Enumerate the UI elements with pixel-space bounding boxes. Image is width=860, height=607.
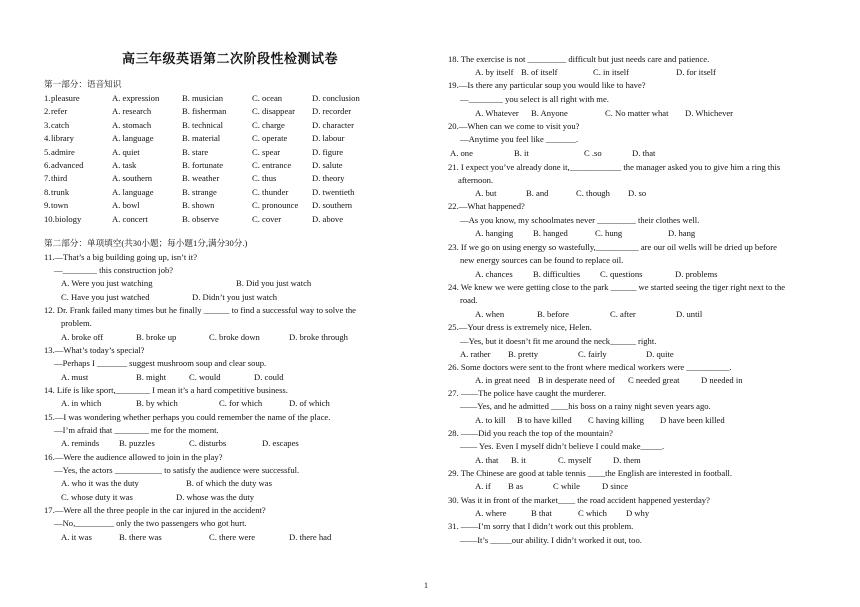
question-text: ——Yes, and he admitted ____his boss on a rainy night seven years ago.	[460, 401, 711, 411]
question-text: 14. Life is like sport,________ I mean it’s a hard competitive business.	[44, 385, 288, 395]
row-number: 2.	[44, 106, 51, 117]
option: A. southern	[112, 173, 153, 184]
option: D. above	[312, 213, 344, 224]
option: A. language	[112, 133, 154, 144]
question-text: A. reminds	[61, 438, 100, 448]
question-text: D. problems	[675, 269, 718, 279]
option: B. technical	[182, 119, 224, 130]
question-text: C. broke down	[209, 332, 260, 342]
headword: pleasure	[51, 93, 80, 103]
question-text: problem.	[61, 318, 92, 328]
option: B. stare	[182, 146, 209, 157]
question-text: 19.—Is there any particular soup you would like to have?	[448, 80, 646, 90]
section2-heading: 第二部分：单项填空(共30小题；每小题1分,满分30分.)	[44, 238, 248, 248]
question-text: C. in itself	[593, 67, 630, 77]
headword: refer	[51, 106, 68, 117]
question-text: —No,_________ only the two passengers who got hurt.	[54, 518, 247, 528]
option: D. labour	[312, 133, 345, 144]
question-text: C .so	[584, 148, 602, 158]
question-text: 21. I expect you’ve already done it,____________ the manager asked you to give him a ring this	[448, 162, 781, 172]
question-text: D needed in	[701, 375, 743, 385]
option: A. task	[112, 160, 137, 170]
question-text: 30. Was it in front of the market____ the road accident happened yesterday?	[448, 495, 710, 505]
option: A. language	[112, 186, 154, 197]
headword: third	[51, 173, 68, 184]
option: C. entrance	[252, 160, 292, 170]
question-text: road.	[460, 295, 478, 305]
question-text: A. by itself	[475, 67, 514, 77]
headword: biology	[55, 213, 82, 224]
question-text: C. for which	[219, 398, 263, 408]
question-text: afternoon.	[458, 175, 494, 185]
question-text: —Perhaps I _______ suggest mushroom soup and clear soup.	[54, 358, 267, 368]
row-number: 9.	[44, 200, 51, 211]
question-text: B. Did you just watch	[236, 278, 312, 288]
question-text: —________ this construction job?	[54, 265, 174, 275]
question-text: C. Have you just watched	[61, 292, 150, 302]
question-text: B. of which the duty was	[186, 478, 272, 488]
question-text: 25.—Your dress is extremely nice, Helen.	[448, 322, 592, 332]
question-text: 13.—What’s today’s special?	[44, 345, 145, 355]
question-text: 27. ——The police have caught the murderer.	[448, 388, 606, 398]
option: D. conclusion	[312, 93, 360, 103]
option: A. concert	[112, 213, 148, 224]
option: A. research	[112, 106, 152, 117]
question-text: —I’m afraid that ________ me for the moment.	[54, 425, 219, 435]
option: C. cover	[252, 213, 282, 224]
question-text: A. Whatever	[475, 108, 519, 118]
question-text: D have been killed	[660, 415, 725, 425]
question-text: B. by which	[136, 398, 178, 408]
question-text: B. broke up	[136, 332, 177, 342]
option: B. strange	[182, 186, 217, 197]
question-text: —Anytime you feel like _______.	[460, 134, 579, 144]
option: B. material	[182, 133, 221, 144]
headword: library	[51, 133, 74, 144]
question-text: C while	[553, 481, 580, 491]
question-text: D. Whichever	[685, 108, 734, 118]
question-text: B. of itself	[521, 67, 558, 77]
question-text: D. Didn’t you just watch	[192, 292, 278, 302]
headword: advanced	[51, 160, 84, 170]
option: B. fisherman	[182, 106, 227, 117]
question-text: D. for itself	[676, 67, 716, 77]
question-text: 28. ——Did you reach the top of the mountain?	[448, 428, 613, 438]
question-text: 29. The Chinese are good at table tennis ____the English are interested in football.	[448, 468, 733, 478]
question-text: A. who it was the duty	[61, 478, 139, 488]
question-text: 24. We knew we were getting close to the park ______ we started seeing the tiger right next to the	[448, 282, 786, 292]
option: D. recorder	[312, 106, 352, 117]
question-text: —— Yes. Even I myself didn’t believe I could make_____.	[460, 441, 665, 451]
option: C. pronounce	[252, 200, 299, 211]
question-text: A. in which	[61, 398, 102, 408]
question-text: B. and	[526, 188, 549, 198]
question-text: A. hanging	[475, 228, 514, 238]
question-text: A. one	[450, 148, 473, 158]
question-text: D. could	[254, 372, 284, 382]
option: A. stomach	[112, 119, 152, 130]
question-text: D. so	[628, 188, 647, 198]
row-number: 5.	[44, 146, 51, 157]
question-text: B as	[508, 481, 524, 491]
headword: trunk	[51, 186, 70, 197]
headword: catch	[51, 119, 70, 130]
option: B. weather	[182, 173, 220, 184]
option: C. ocean	[252, 93, 283, 103]
question-text: —Yes, the actors ___________ to satisfy the audience were successful.	[54, 465, 300, 475]
question-text: C. No matter what	[605, 108, 669, 118]
question-text: D. there had	[289, 532, 332, 542]
question-text: B. Anyone	[531, 108, 568, 118]
question-text: D. hang	[668, 228, 696, 238]
page-number: 1	[424, 581, 428, 590]
question-text: —________ you select is all right with me.	[460, 94, 609, 104]
question-text: B in desperate need of	[538, 375, 615, 385]
question-text: D. that	[632, 148, 656, 158]
question-text: 20.—When can we come to visit you?	[448, 121, 580, 131]
option: C. thunder	[252, 186, 289, 197]
question-text: 11.—That’s a big building going up, isn’t it?	[44, 252, 198, 262]
question-text: B. might	[136, 372, 167, 382]
page-title: 高三年级英语第二次阶段性检测试卷	[121, 51, 338, 66]
option: D. southern	[312, 200, 353, 211]
headword: admire	[51, 146, 75, 157]
row-number: 1.	[44, 93, 51, 103]
question-text: C. would	[189, 372, 221, 382]
question-text: D. quite	[646, 349, 674, 359]
question-text: A. where	[475, 508, 507, 518]
option: C. operate	[252, 133, 288, 144]
question-text: B. it	[514, 148, 529, 158]
question-text: D. escapes	[262, 438, 299, 448]
question-text: A. must	[61, 372, 89, 382]
row-number: 4.	[44, 133, 51, 144]
question-text: 18. The exercise is not _________ difficult but just needs care and patience.	[448, 54, 710, 64]
question-text: B. hanged	[533, 228, 568, 238]
question-text: A. it was	[61, 532, 92, 542]
question-text: D. until	[676, 309, 703, 319]
question-text: C. myself	[558, 455, 592, 465]
question-text: A. broke off	[61, 332, 104, 342]
question-text: 22.—What happened?	[448, 201, 525, 211]
option: D. figure	[312, 146, 344, 157]
question-text: D why	[626, 508, 650, 518]
question-text: B. puzzles	[119, 438, 155, 448]
option: D. salute	[312, 160, 343, 170]
question-text: 16.—Were the audience allowed to join in the play?	[44, 452, 223, 462]
option: D. character	[312, 119, 354, 130]
question-text: A. if	[475, 481, 491, 491]
question-text: 17.—Were all the three people in the car injured in the accident?	[44, 505, 266, 515]
question-text: C. questions	[600, 269, 643, 279]
question-text: B. there was	[119, 532, 162, 542]
option: C. disappear	[252, 106, 295, 117]
option: B. musician	[182, 93, 224, 103]
option: C. charge	[252, 119, 285, 130]
question-text: A. that	[475, 455, 499, 465]
section1-heading: 第一部分：语音知识	[44, 79, 122, 89]
question-text: C. there were	[209, 532, 256, 542]
question-text: ——It’s _____our ability. I didn’t worked it out, too.	[460, 535, 642, 545]
question-text: D. of which	[289, 398, 330, 408]
question-text: new energy sources can be found to replace oil.	[460, 255, 624, 265]
question-text: C. though	[576, 188, 610, 198]
question-text: B. before	[537, 309, 569, 319]
row-number: 8.	[44, 186, 51, 197]
option: B. shown	[182, 200, 215, 211]
question-text: 26. Some doctors were sent to the front where medical workers were __________.	[448, 362, 732, 372]
question-text: A. when	[475, 309, 505, 319]
option: C. thus	[252, 173, 277, 184]
question-text: 12. Dr. Frank failed many times but he finally ______ to find a successful way to solve the	[44, 305, 356, 315]
option: A. quiet	[112, 146, 140, 157]
question-text: A. in great need	[475, 375, 530, 385]
row-number: 10.	[44, 213, 55, 224]
question-text: B that	[531, 508, 552, 518]
question-text: B to have killed	[517, 415, 572, 425]
question-text: B. it	[511, 455, 526, 465]
headword: town	[51, 200, 69, 211]
question-text: 23. If we go on using energy so wastefully,__________ are our oil wells will be dried up before	[448, 242, 777, 252]
question-text: C. whose duty it was	[61, 492, 133, 502]
question-text: 15.—I was wondering whether perhaps you could remember the name of the place.	[44, 412, 331, 422]
question-text: D since	[602, 481, 629, 491]
question-text: A. to kill	[475, 415, 506, 425]
question-text: 31. ——I’m sorry that I didn’t work out this problem.	[448, 521, 634, 531]
option: A. bowl	[112, 200, 140, 211]
option: B. observe	[182, 213, 219, 224]
question-text: A. Were you just watching	[61, 278, 153, 288]
question-text: D. them	[613, 455, 641, 465]
question-text: C. fairly	[578, 349, 607, 359]
option: C. spear	[252, 146, 281, 157]
row-number: 3.	[44, 119, 51, 130]
option: D. theory	[312, 173, 345, 184]
question-text: C. after	[610, 309, 636, 319]
question-text: —As you know, my schoolmates never _________ their clothes well.	[460, 215, 700, 225]
question-text: C which	[578, 508, 607, 518]
question-text: D. whose was the duty	[176, 492, 255, 502]
question-text: C needed great	[628, 375, 680, 385]
question-text: A. rather	[460, 349, 491, 359]
question-text: A. but	[475, 188, 497, 198]
question-text: A. chances	[475, 269, 513, 279]
question-text: B. difficulties	[533, 269, 581, 279]
question-text: B. pretty	[508, 349, 539, 359]
question-text: D. broke through	[289, 332, 348, 342]
question-text: C. hung	[595, 228, 623, 238]
row-number: 6.	[44, 160, 51, 170]
option: B. fortunate	[182, 160, 224, 170]
row-number: 7.	[44, 173, 51, 184]
option: D. twentieth	[312, 186, 355, 197]
question-text: C. disturbs	[189, 438, 227, 448]
question-text: —Yes, but it doesn’t fit me around the neck______ right.	[460, 336, 657, 346]
question-text: C having killing	[588, 415, 644, 425]
option: A. expression	[112, 93, 160, 103]
